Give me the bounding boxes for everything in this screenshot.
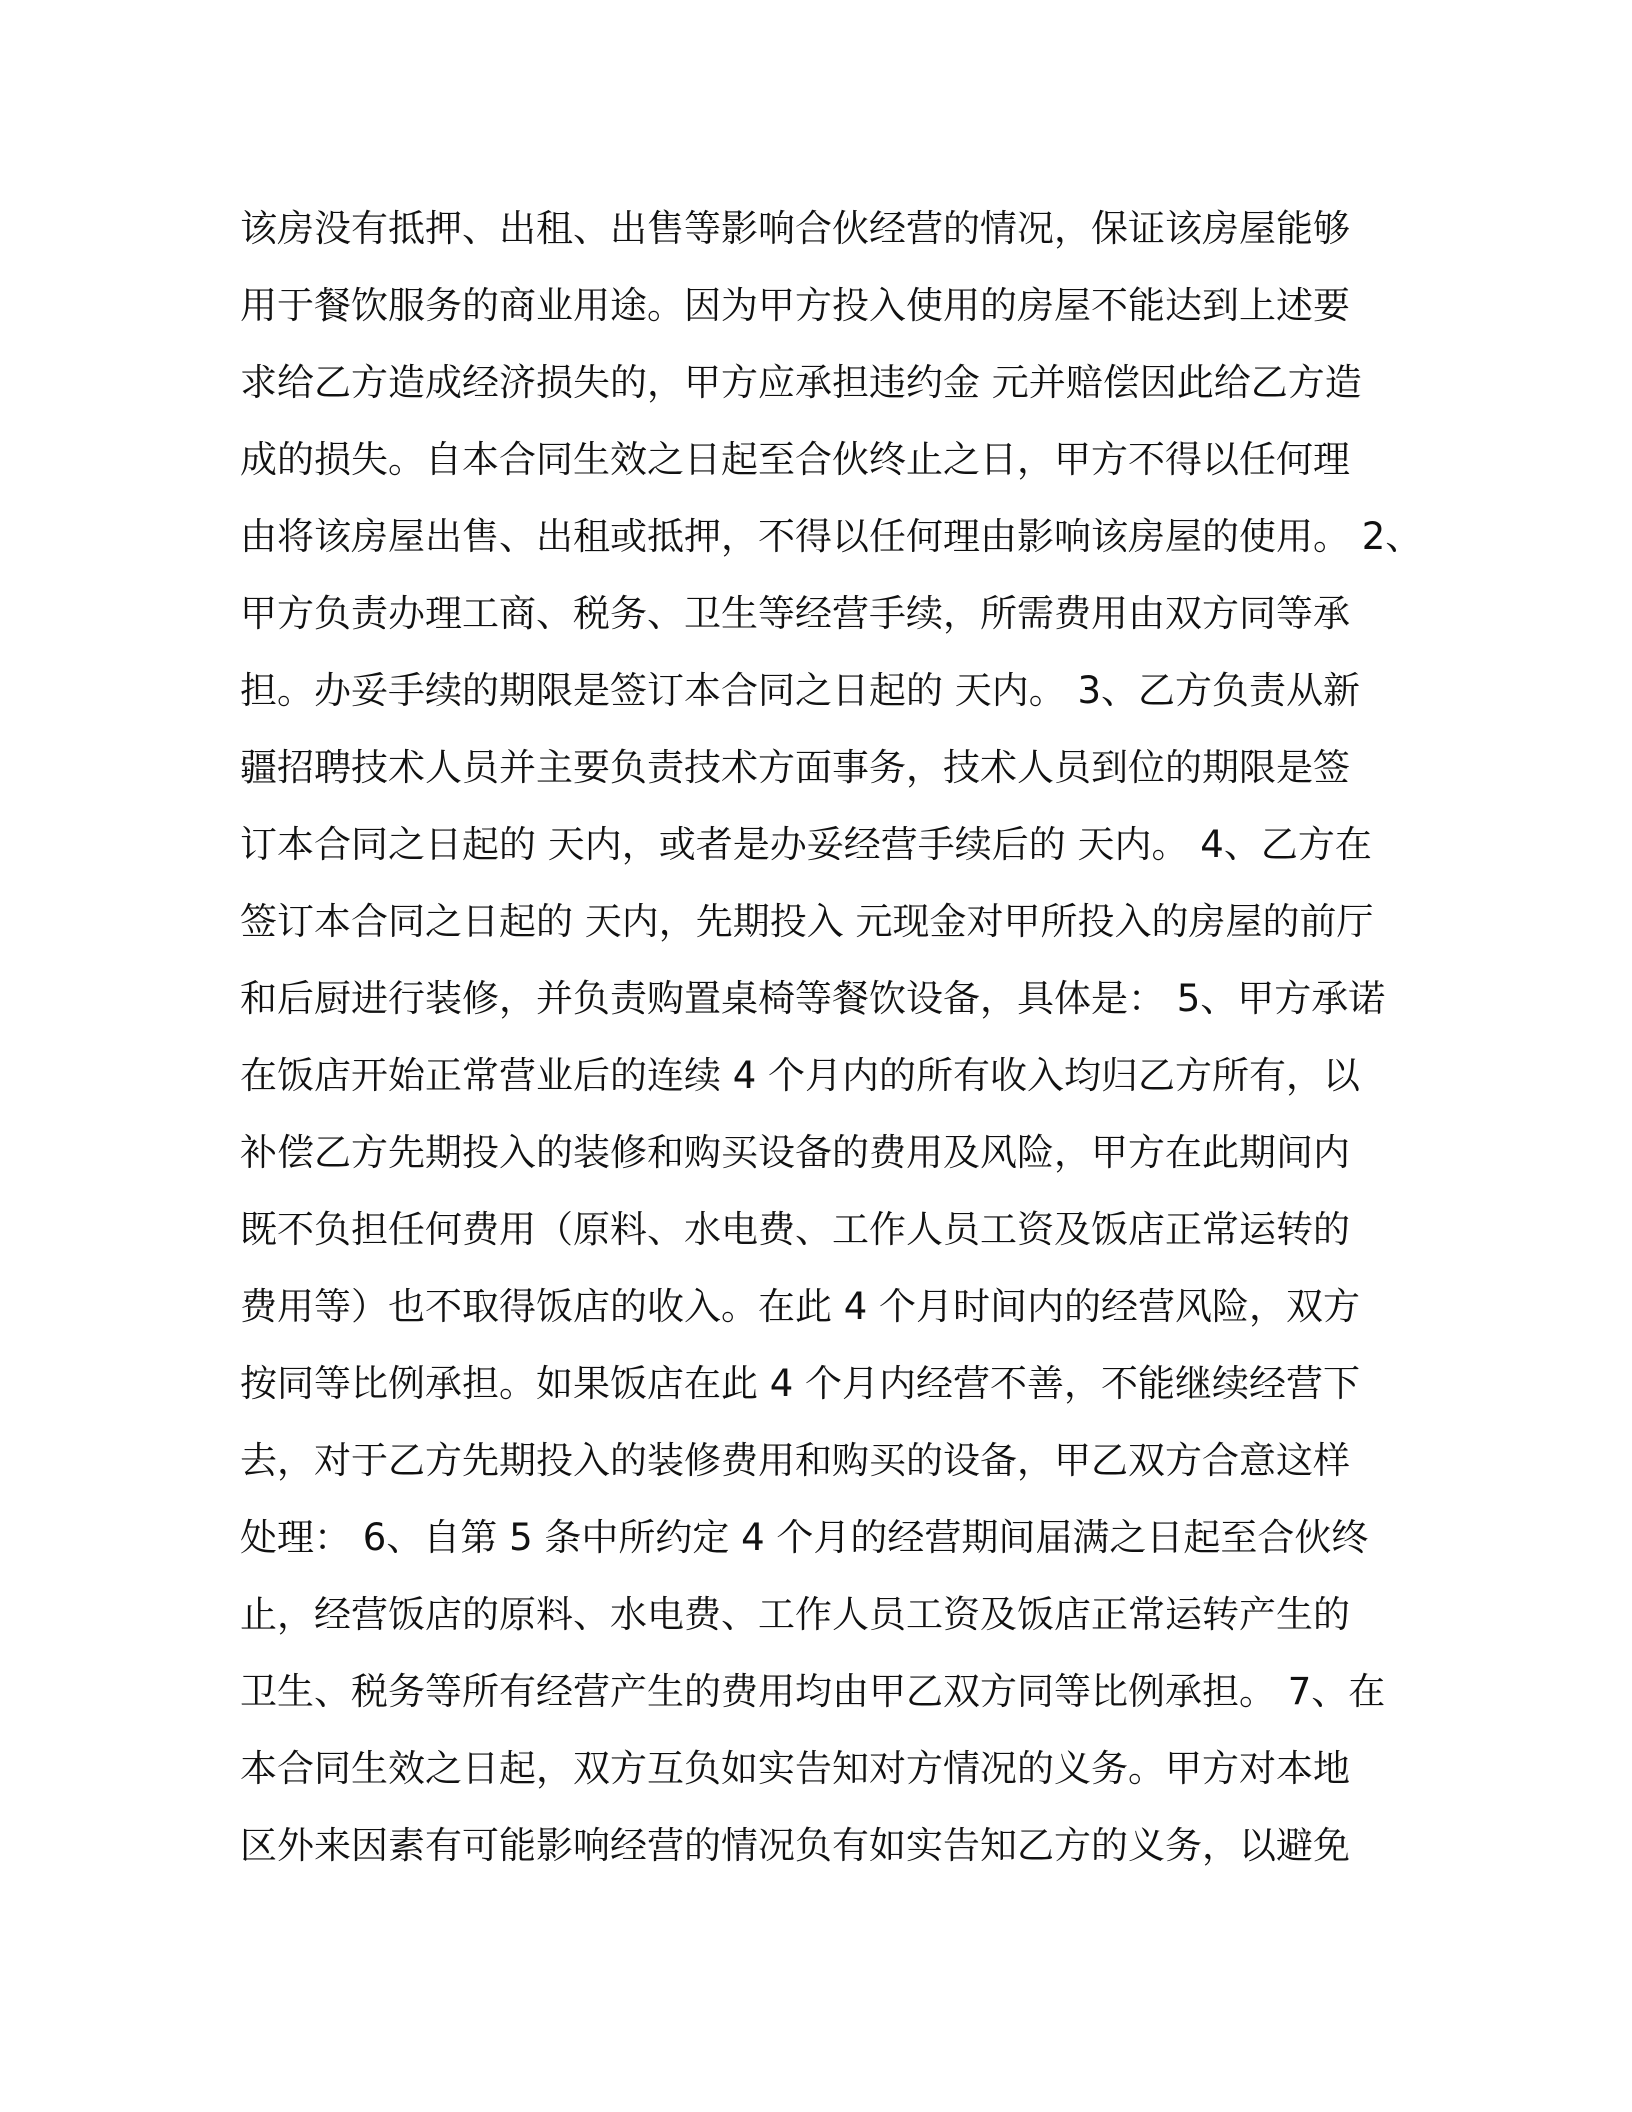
text-line: 担。办妥手续的期限是签订本合同之日起的 天内。 3、乙方负责从新 xyxy=(240,669,1361,712)
text-line: 区外来因素有可能影响经营的情况负有如实告知乙方的义务，以避免 xyxy=(240,1824,1350,1867)
text-line: 补偿乙方先期投入的装修和购买设备的费用及风险，甲方在此期间内 xyxy=(240,1131,1350,1174)
text-line: 和后厨进行装修，并负责购置桌椅等餐饮设备，具体是： 5、甲方承诺 xyxy=(240,977,1386,1020)
text-line: 甲方负责办理工商、税务、卫生等经营手续，所需费用由双方同等承 xyxy=(240,592,1350,635)
text-line: 既不负担任何费用（原料、水电费、工作人员工资及饭店正常运转的 xyxy=(240,1208,1350,1251)
text-line: 求给乙方造成经济损失的，甲方应承担违约金 元并赔偿因此给乙方造 xyxy=(240,361,1362,404)
text-line: 按同等比例承担。如果饭店在此 4 个月内经营不善，不能继续经营下 xyxy=(240,1362,1361,1405)
text-line: 处理： 6、自第 5 条中所约定 4 个月的经营期间届满之日起至合伙终 xyxy=(240,1516,1369,1559)
text-line: 用于餐饮服务的商业用途。因为甲方投入使用的房屋不能达到上述要 xyxy=(240,284,1350,327)
text-line: 本合同生效之日起，双方互负如实告知对方情况的义务。甲方对本地 xyxy=(240,1747,1350,1790)
text-line: 由将该房屋出售、出租或抵押，不得以任何理由影响该房屋的使用。 2、 xyxy=(240,515,1423,558)
text-line: 疆招聘技术人员并主要负责技术方面事务，技术人员到位的期限是签 xyxy=(240,746,1350,789)
text-line: 在饭店开始正常营业后的连续 4 个月内的所有收入均归乙方所有，以 xyxy=(240,1054,1361,1097)
text-line: 该房没有抵押、出租、出售等影响合伙经营的情况，保证该房屋能够 xyxy=(240,207,1350,250)
contract-body-text xyxy=(240,190,1440,1884)
text-line: 去，对于乙方先期投入的装修费用和购买的设备，甲乙双方合意这样 xyxy=(240,1439,1350,1482)
text-line: 费用等）也不取得饭店的收入。在此 4 个月时间内的经营风险，双方 xyxy=(240,1285,1361,1328)
text-line: 卫生、税务等所有经营产生的费用均由甲乙双方同等比例承担。 7、在 xyxy=(240,1670,1386,1713)
text-line: 止，经营饭店的原料、水电费、工作人员工资及饭店正常运转产生的 xyxy=(240,1593,1350,1636)
text-line: 成的损失。自本合同生效之日起至合伙终止之日，甲方不得以任何理 xyxy=(240,438,1350,481)
text-line: 签订本合同之日起的 天内，先期投入 元现金对甲所投入的房屋的前厅 xyxy=(240,900,1374,943)
text-line: 订本合同之日起的 天内，或者是办妥经营手续后的 天内。 4、乙方在 xyxy=(240,823,1372,866)
